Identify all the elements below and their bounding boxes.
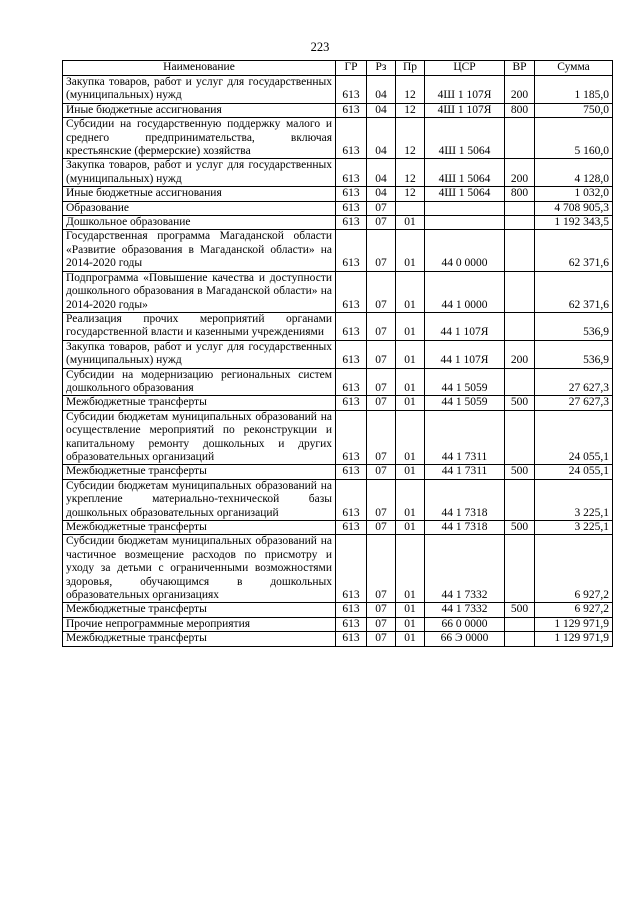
cell-pr: 01 [396, 230, 425, 271]
cell-vr [505, 230, 535, 271]
cell-csr: 4Ш 1 5064 [425, 187, 505, 201]
cell-pr: 01 [396, 535, 425, 603]
cell-vr: 800 [505, 187, 535, 201]
cell-pr: 01 [396, 479, 425, 520]
table-row [63, 271, 613, 312]
header-sum: Сумма [535, 61, 613, 76]
cell-rz: 07 [367, 535, 396, 603]
cell-gr: 613 [336, 521, 367, 535]
cell-csr: 44 1 7311 [425, 410, 505, 465]
cell-csr: 44 1 0000 [425, 271, 505, 312]
cell-gr: 613 [336, 159, 367, 187]
cell-csr [425, 201, 505, 215]
cell-name: Прочие непрограммные мероприятия [63, 617, 336, 631]
cell-pr: 01 [396, 271, 425, 312]
cell-name: Межбюджетные трансферты [63, 521, 336, 535]
cell-sum: 536,9 [535, 340, 613, 368]
cell-csr: 66 0 0000 [425, 617, 505, 631]
cell-sum: 6 927,2 [535, 603, 613, 617]
cell-gr: 613 [336, 617, 367, 631]
cell-rz: 07 [367, 340, 396, 368]
cell-rz: 07 [367, 521, 396, 535]
cell-vr [505, 312, 535, 340]
cell-name: Межбюджетные трансферты [63, 603, 336, 617]
cell-gr: 613 [336, 312, 367, 340]
cell-vr: 500 [505, 465, 535, 479]
cell-gr: 613 [336, 271, 367, 312]
table-row [63, 187, 613, 201]
cell-pr: 01 [396, 216, 425, 230]
cell-gr: 613 [336, 368, 367, 396]
cell-pr: 01 [396, 368, 425, 396]
cell-gr: 613 [336, 216, 367, 230]
cell-vr [505, 632, 535, 646]
header-pr: Пр [396, 61, 425, 76]
cell-pr: 01 [396, 603, 425, 617]
page-number: 223 [310, 40, 330, 54]
cell-csr: 44 1 7318 [425, 479, 505, 520]
cell-rz: 04 [367, 118, 396, 159]
table-row [63, 340, 613, 368]
cell-name: Межбюджетные трансферты [63, 396, 336, 410]
cell-sum: 3 225,1 [535, 479, 613, 520]
cell-vr: 200 [505, 340, 535, 368]
cell-pr: 01 [396, 340, 425, 368]
cell-vr: 500 [505, 396, 535, 410]
cell-name: Закупка товаров, работ и услуг для государственных (муниципальных) нужд [63, 159, 336, 187]
cell-sum: 750,0 [535, 103, 613, 117]
header-name: Наименование [63, 61, 336, 76]
cell-gr: 613 [336, 118, 367, 159]
cell-vr: 500 [505, 603, 535, 617]
cell-name: Иные бюджетные ассигнования [63, 187, 336, 201]
cell-vr [505, 410, 535, 465]
cell-vr [505, 118, 535, 159]
cell-sum: 1 129 971,9 [535, 617, 613, 631]
cell-sum: 24 055,1 [535, 410, 613, 465]
table-row [63, 201, 613, 215]
cell-rz: 04 [367, 103, 396, 117]
cell-csr: 44 1 7332 [425, 603, 505, 617]
cell-name: Субсидии на государственную поддержку малого и среднего предпринимательства, включая крестьянские (фермерские) хозяйства [63, 118, 336, 159]
cell-gr: 613 [336, 187, 367, 201]
cell-sum: 27 627,3 [535, 368, 613, 396]
cell-gr: 613 [336, 340, 367, 368]
cell-rz: 07 [367, 465, 396, 479]
budget-table [62, 60, 613, 647]
cell-rz: 04 [367, 187, 396, 201]
cell-rz: 07 [367, 410, 396, 465]
cell-csr: 44 1 7311 [425, 465, 505, 479]
cell-vr [505, 368, 535, 396]
cell-sum: 24 055,1 [535, 465, 613, 479]
cell-vr: 200 [505, 76, 535, 104]
cell-pr: 01 [396, 617, 425, 631]
cell-pr: 01 [396, 312, 425, 340]
cell-sum: 1 129 971,9 [535, 632, 613, 646]
cell-rz: 07 [367, 201, 396, 215]
cell-sum: 4 708 905,3 [535, 201, 613, 215]
header-vr: ВР [505, 61, 535, 76]
cell-rz: 07 [367, 617, 396, 631]
cell-sum: 1 032,0 [535, 187, 613, 201]
cell-name: Субсидии бюджетам муниципальных образований на частичное возмещение расходов по присмотру и уходу за детьми с ограниченными возможностями здоровья, обучающимся в дошкольных образовательных организациях [63, 535, 336, 603]
header-rz: Рз [367, 61, 396, 76]
cell-rz: 07 [367, 216, 396, 230]
cell-vr [505, 535, 535, 603]
table-row [63, 535, 613, 603]
cell-csr: 66 Э 0000 [425, 632, 505, 646]
table-row [63, 368, 613, 396]
cell-rz: 07 [367, 603, 396, 617]
cell-vr [505, 201, 535, 215]
cell-name: Подпрограмма «Повышение качества и доступности дошкольного образования в Магаданской области» на 2014-2020 годы» [63, 271, 336, 312]
cell-sum: 5 160,0 [535, 118, 613, 159]
table-row [63, 617, 613, 631]
cell-pr: 01 [396, 410, 425, 465]
cell-vr [505, 617, 535, 631]
cell-csr: 44 1 107Я [425, 312, 505, 340]
table-row [63, 479, 613, 520]
cell-gr: 613 [336, 76, 367, 104]
table-row [63, 632, 613, 646]
cell-name: Государственная программа Магаданской области «Развитие образования в Магаданской области» на 2014-2020 годы [63, 230, 336, 271]
cell-csr: 44 1 107Я [425, 340, 505, 368]
cell-gr: 613 [336, 230, 367, 271]
cell-vr [505, 216, 535, 230]
cell-sum: 1 192 343,5 [535, 216, 613, 230]
cell-csr [425, 216, 505, 230]
table-row [63, 410, 613, 465]
table-row [63, 603, 613, 617]
cell-vr: 200 [505, 159, 535, 187]
cell-rz: 07 [367, 632, 396, 646]
cell-gr: 613 [336, 201, 367, 215]
cell-sum: 62 371,6 [535, 230, 613, 271]
cell-csr: 4Ш 1 107Я [425, 103, 505, 117]
cell-rz: 07 [367, 271, 396, 312]
cell-vr: 500 [505, 521, 535, 535]
cell-name: Реализация прочих мероприятий органами государственной власти и казенными учреждениями [63, 312, 336, 340]
cell-gr: 613 [336, 479, 367, 520]
cell-sum: 536,9 [535, 312, 613, 340]
table-header-row [63, 61, 613, 76]
cell-csr: 4Ш 1 5064 [425, 118, 505, 159]
cell-rz: 07 [367, 312, 396, 340]
cell-name: Закупка товаров, работ и услуг для государственных (муниципальных) нужд [63, 340, 336, 368]
table-row [63, 465, 613, 479]
cell-name: Субсидии бюджетам муниципальных образований на укрепление материально-технической базы дошкольных образовательных организаций [63, 479, 336, 520]
cell-csr: 4Ш 1 107Я [425, 76, 505, 104]
header-gr: ГР [336, 61, 367, 76]
cell-rz: 04 [367, 76, 396, 104]
cell-name: Образование [63, 201, 336, 215]
cell-csr: 44 0 0000 [425, 230, 505, 271]
table-row [63, 521, 613, 535]
cell-pr: 12 [396, 118, 425, 159]
cell-sum: 27 627,3 [535, 396, 613, 410]
cell-pr [396, 201, 425, 215]
cell-rz: 07 [367, 368, 396, 396]
cell-name: Закупка товаров, работ и услуг для государственных (муниципальных) нужд [63, 76, 336, 104]
table-row [63, 103, 613, 117]
cell-name: Дошкольное образование [63, 216, 336, 230]
cell-csr: 44 1 5059 [425, 396, 505, 410]
cell-sum: 3 225,1 [535, 521, 613, 535]
cell-csr: 44 1 7332 [425, 535, 505, 603]
cell-vr [505, 479, 535, 520]
cell-gr: 613 [336, 632, 367, 646]
cell-sum: 6 927,2 [535, 535, 613, 603]
cell-vr: 800 [505, 103, 535, 117]
cell-sum: 4 128,0 [535, 159, 613, 187]
cell-sum: 1 185,0 [535, 76, 613, 104]
cell-pr: 12 [396, 159, 425, 187]
cell-gr: 613 [336, 410, 367, 465]
cell-sum: 62 371,6 [535, 271, 613, 312]
cell-name: Субсидии бюджетам муниципальных образований на осуществление мероприятий по реконструкции и капитальному ремонту дошкольных и других образовательных организаций [63, 410, 336, 465]
cell-rz: 07 [367, 396, 396, 410]
cell-gr: 613 [336, 603, 367, 617]
table-row [63, 216, 613, 230]
table-row [63, 159, 613, 187]
table-row [63, 118, 613, 159]
cell-pr: 12 [396, 76, 425, 104]
cell-pr: 01 [396, 396, 425, 410]
cell-csr: 4Ш 1 5064 [425, 159, 505, 187]
cell-rz: 07 [367, 479, 396, 520]
cell-csr: 44 1 5059 [425, 368, 505, 396]
cell-pr: 12 [396, 103, 425, 117]
cell-name: Субсидии на модернизацию региональных систем дошкольного образования [63, 368, 336, 396]
cell-name: Межбюджетные трансферты [63, 632, 336, 646]
cell-csr: 44 1 7318 [425, 521, 505, 535]
table-row [63, 76, 613, 104]
cell-rz: 04 [367, 159, 396, 187]
cell-gr: 613 [336, 396, 367, 410]
table-body [63, 76, 613, 647]
header-csr: ЦСР [425, 61, 505, 76]
cell-vr [505, 271, 535, 312]
cell-gr: 613 [336, 465, 367, 479]
cell-gr: 613 [336, 535, 367, 603]
cell-pr: 01 [396, 521, 425, 535]
cell-gr: 613 [336, 103, 367, 117]
cell-name: Межбюджетные трансферты [63, 465, 336, 479]
table-row [63, 312, 613, 340]
cell-pr: 01 [396, 465, 425, 479]
cell-name: Иные бюджетные ассигнования [63, 103, 336, 117]
cell-pr: 12 [396, 187, 425, 201]
cell-pr: 01 [396, 632, 425, 646]
table-row [63, 230, 613, 271]
cell-rz: 07 [367, 230, 396, 271]
table-row [63, 396, 613, 410]
